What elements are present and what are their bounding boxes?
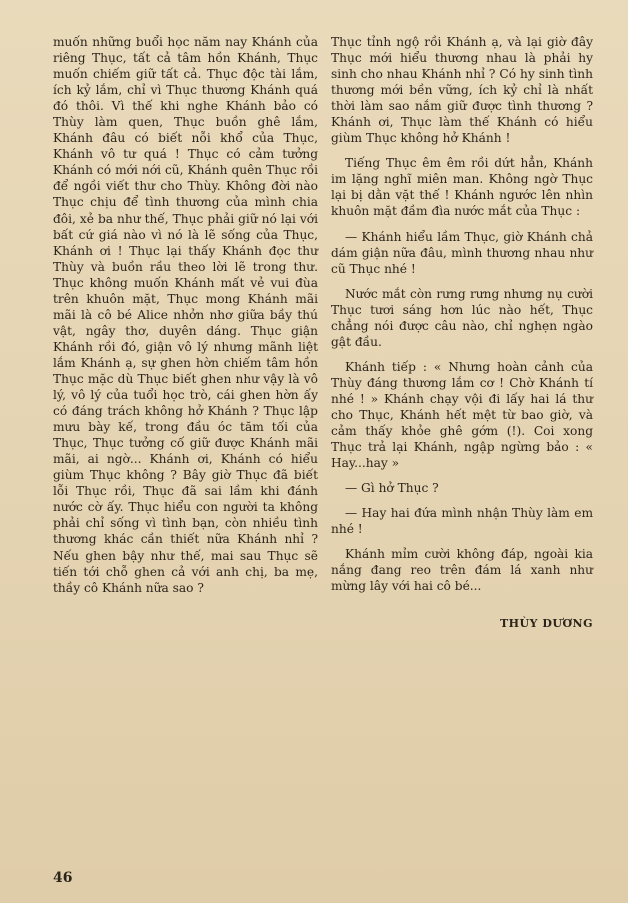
dialogue-line: — Gì hở Thục ?: [345, 481, 439, 496]
body-paragraph: Thục tỉnh ngộ rồi Khánh ạ, và lại giờ đây Thục mới hiểu thương nhau là phải hy sinh cho nhau Khánh nhỉ ? Có hy sinh tình thương mới bền vững, ích kỷ chỉ là nhất thời làm sao nắm giữ được tình thương ? Khánh ơi, Thục làm thế Khánh có hiểu giùm Thục không hở Khánh !: [331, 35, 593, 146]
left-column: [53, 34, 318, 605]
body-paragraph: muốn những buổi học năm nay Khánh của riêng Thục, tất cả tâm hồn Khánh, Thục muốn chiếm giữ tất cả. Thục độc tài lắm, ích kỷ lắm, chỉ vì Thục thương Khánh quá đó thôi. Vì thế khi nghe Khánh bảo có Thùy làm quen, Thục buồn ghê lắm, Khánh đâu có biết nỗi khổ của Thục, Khánh vô tư quá ! Thục có cảm tưởng Khánh có mới nới cũ, Khánh quên Thục rồi để ngồi viết thư cho Thùy. Không đời nào Thục chịu để tình thương của mình chia đôi, xẻ ba như thế, Thục phải giữ nó lại với bất cứ giá nào vì nó là lẽ sống của Thục, Khánh ơi ! Thục lại thấy Khánh đọc thư Thùy và buồn rầu theo lời lẽ trong thư. Thục không muốn Khánh mất vẻ vui đùa trên khuôn mặt, Thục mong Khánh mãi mãi là cô bé Alice nhởn nhơ giữa bầy thú vật, ngây thơ, duyên dáng. Thục giận Khánh rồi đó, giận vô lý nhưng mãnh liệt lắm Khánh ạ, sự ghen hờn chiếm tâm hồn Thục mặc dù Thục biết ghen như vậy là vô lý, vô lý của tuổi học trò, cái ghen hờn ấy có đáng trách không hở Khánh ? Thục lập mưu bày kế, trong đầu óc tăm tối của Thục, Thục tưởng cố giữ được Khánh mãi mãi, ai ngờ... Khánh ơi, Khánh có hiểu giùm Thục không ? Bây giờ Thục đã biết lỗi Thục rồi, Thục đã sai lầm khi đánh nước cờ ấy. Thục hiểu con người ta không phải chỉ sống vì tình bạn, còn nhiều tình thương khác cần thiết nữa Khánh nhỉ ? Nếu ghen bậy như thế, mai sau Thục sẽ tiến tới chỗ ghen cả với anh chị, ba mẹ, thầy cô Khánh nữa sao ?: [53, 35, 318, 595]
body-paragraph: Khánh tiếp : « Nhưng hoàn cảnh của Thùy đáng thương lắm cơ ! Chờ Khánh tí nhé ! » Khánh chạy vội đi lấy hai lá thư cho Thục, Khánh hết mệt từ bao giờ, và cảm thấy khỏe ghê gớm (!). Coi xong Thục trả lại Khánh, ngập ngừng bảo : « Hay...hay »: [331, 359, 593, 471]
body-paragraph: Khánh mỉm cười không đáp, ngoài kia nắng đang reo trên đám lá xanh như mừng lây với hai cô bé...: [331, 547, 593, 594]
author-signature: THÙY DƯƠNG: [499, 617, 593, 631]
dialogue-line: — Hay hai đứa mình nhận Thùy làm em nhé !: [331, 506, 593, 537]
right-column: [331, 34, 593, 633]
dialogue-line: — Khánh hiểu lầm Thục, giờ Khánh chả dám giận nữa đâu, mình thương nhau như cũ Thục nhé !: [331, 229, 593, 276]
body-paragraph: Tiếng Thục êm êm rồi dứt hẳn, Khánh im lặng nghĩ miên man. Không ngờ Thục lại bị dằn vặt thế ! Khánh ngước lên nhìn khuôn mặt đầm đìa nước mắt của Thục :: [331, 156, 593, 219]
page-number: 46: [53, 870, 73, 886]
body-paragraph: Nước mắt còn rưng rưng nhưng nụ cười Thục tươi sáng hơn lúc nào hết, Thục chẳng nói được câu nào, chỉ nghẹn ngào gật đầu.: [331, 286, 593, 349]
